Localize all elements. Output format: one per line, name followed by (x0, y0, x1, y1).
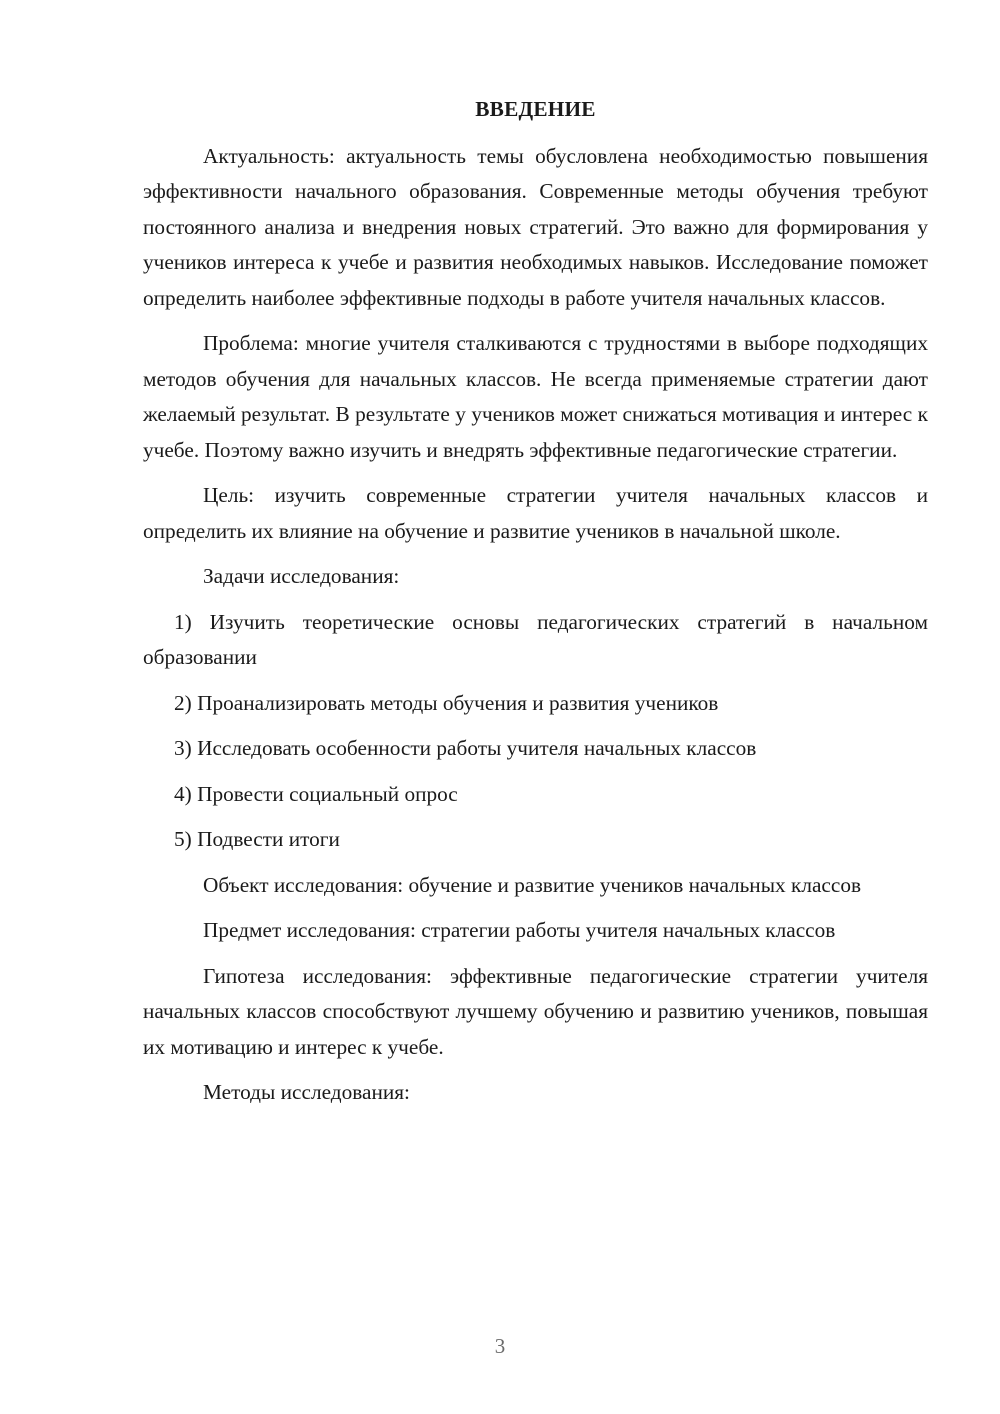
task-item-3: 3) Исследовать особенности работы учителя начальных классов (174, 736, 757, 760)
object-paragraph: Объект исследования: обучение и развитие учеников начальных классов (203, 872, 862, 897)
page-number: 3 (494, 1334, 506, 1358)
task-item-4: 4) Провести социальный опрос (174, 781, 458, 806)
document-page (143, 92, 928, 1121)
task-item-2: 2) Проанализировать методы обучения и развития учеников (174, 690, 719, 715)
relevance-paragraph: Актуальность: актуальность темы обусловлена необходимостью повышения эффективности начального образования. Современные методы обучения требуют постоянного анализа и внедрения новых стратегий. Это важно для формирования у учеников интереса к учебе и развития необходимых навыков. Исследование поможет определить наиболее эффективные подходы в работе учителя начальных классов. (143, 143, 928, 310)
task-item-5: 5) Подвести итоги (174, 827, 340, 851)
task-item-1: 1) Изучить теоретические основы педагогических стратегий в начальном образовании (143, 609, 928, 669)
section-title: ВВЕДЕНИЕ (475, 97, 596, 121)
goal-paragraph: Цель: изучить современные стратегии учителя начальных классов и определить их влияние на обучение и развитие учеников в начальной школе. (143, 483, 928, 543)
tasks-heading: Задачи исследования: (203, 564, 400, 588)
problem-paragraph: Проблема: многие учителя сталкиваются с трудностями в выборе подходящих методов обучения для начальных классов. Не всегда применяемые стратегии дают желаемый результат. В результате у учеников может снижаться мотивация и интерес к учебе. Поэтому важно изучить и внедрять эффективные педагогические стратегии. (143, 331, 928, 462)
subject-paragraph: Предмет исследования: стратегии работы учителя начальных классов (203, 918, 836, 942)
hypothesis-paragraph: Гипотеза исследования: эффективные педагогические стратегии учителя начальных классов способствуют лучшему обучению и развитию учеников, повышая их мотивацию и интерес к учебе. (143, 963, 928, 1059)
methods-heading: Методы исследования: (203, 1080, 410, 1104)
